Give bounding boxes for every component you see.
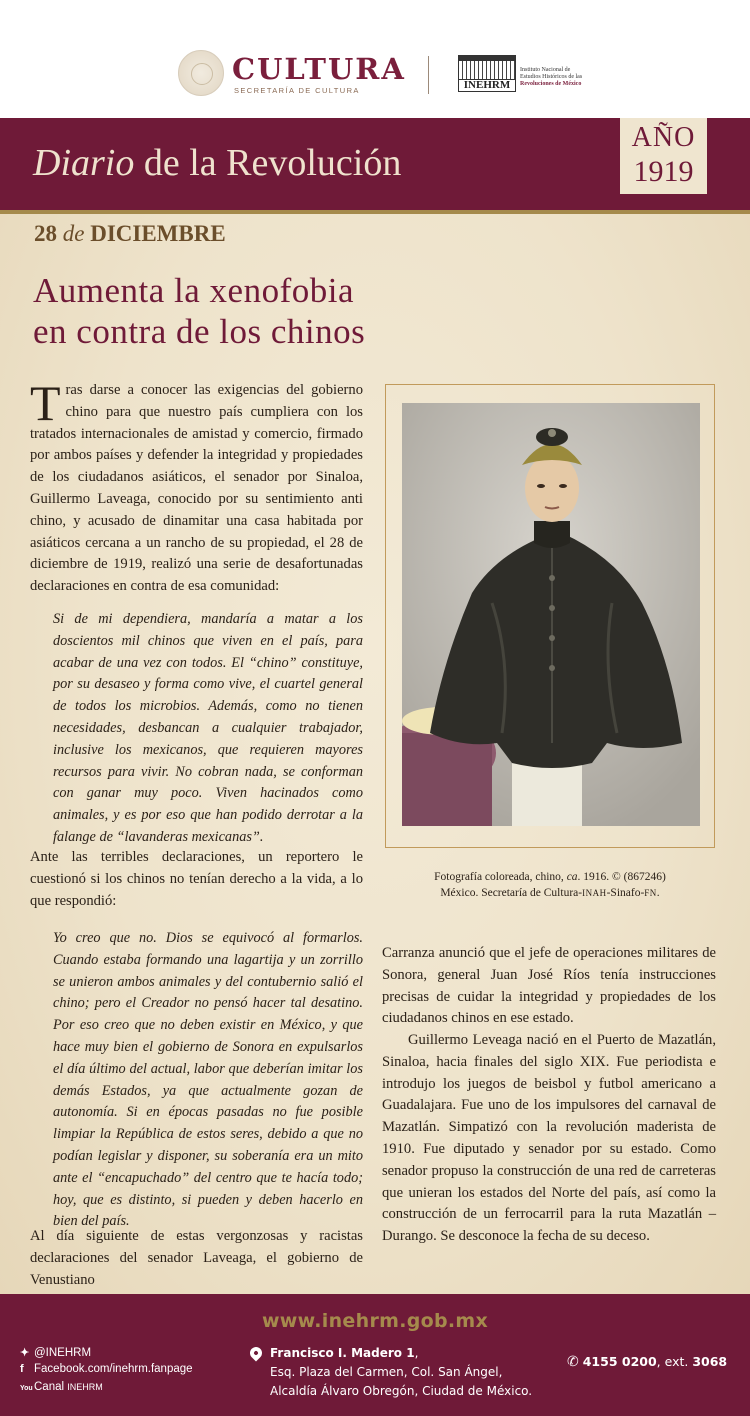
cultura-subtitle: SECRETARÍA DE CULTURA <box>234 86 360 95</box>
article-headline <box>33 270 573 352</box>
address-line-2: Esq. Plaza del Carmen, Col. San Ángel, <box>270 1365 503 1379</box>
facebook-icon: f <box>20 1363 24 1375</box>
inehrm-description <box>520 67 582 88</box>
quote-block-2: Yo creo que no. Dios se equivocó al formarlos. Cuando estaba formando una lagartija y un zorrillo se unieron ambos animales y del contubernio salió el chino; pero el Creador no pensó hacer tal desatino. Por eso creo que no deben existir en México, y que hace muy bien el gobierno de Sonora en expulsarlos el día último del actual, labor que deberían imitar los demás Estados, ya que actualmente gozan de autonomía. Si en épocas pasadas no fue posible limpiar la República de estos seres, debido a que no podían legislar y disponer, su soberanía era un mito ante el “encapuchado” del centro que te hacía todo; hoy, que es distinto, si pueden y deben hacerlo en bien del país. <box>53 930 363 1230</box>
photo-caption <box>385 869 715 901</box>
publication-title-rest: de la Revolución <box>134 142 402 184</box>
youtube-icon: You <box>20 1385 33 1392</box>
caption-2c: -Sinafo- <box>606 887 645 899</box>
facebook-url: Facebook.com/inehrm.fanpage <box>34 1363 193 1375</box>
date-de: de <box>57 221 91 246</box>
dropcap-letter: T <box>30 375 61 431</box>
inehrm-desc-line-3: Revoluciones de México <box>520 81 582 87</box>
paragraph-question: Ante las terribles declaraciones, un reportero le cuestionó si los chinos no tenían derecho a la vida, a lo que respondió: <box>30 849 363 909</box>
phone-ext-label: , ext. <box>656 1354 693 1369</box>
phone-extension: 3068 <box>692 1354 728 1369</box>
publication-title-italic: Diario <box>33 142 135 184</box>
date-month: DICIEMBRE <box>90 221 226 246</box>
facebook-link[interactable] <box>20 1363 193 1375</box>
logo-divider <box>428 56 429 94</box>
publication-title <box>33 141 401 185</box>
address-line-3: Alcaldía Álvaro Obregón, Ciudad de México. <box>270 1384 533 1398</box>
caption-line-2 <box>385 885 715 901</box>
caption-1c: . 1916. © (867246) <box>577 871 666 883</box>
caption-2e: . <box>656 887 660 899</box>
phone-icon: ✆ <box>567 1354 579 1370</box>
year-label: AÑO <box>631 122 696 153</box>
caption-1a: Fotografía coloreada, chino, <box>434 871 567 883</box>
headline-line-2: en contra de los chinos <box>33 312 366 351</box>
headline-line-1: Aumenta la xenofobia <box>33 271 355 310</box>
caption-line-1 <box>385 869 715 885</box>
paragraph-biography <box>382 1030 716 1248</box>
inehrm-building-icon <box>458 60 516 80</box>
paragraph-intro-text: ras darse a conocer las exigencias del gobierno chino para que nuestro país cumpliera con los tratados internacionales de amistad y comercio, firmado por ambos países y defender la integridad y propiedades de los ciudadanos asiáticos, el senador por Sinaloa, Guillermo Laveaga, conocido por su sentimiento anti chino, y acusado de dinamitar una casa habitada por asiáticos cercana a un rancho de su propiedad, el 28 de diciembre de 1919, realizó una serie de desafortunadas declaraciones en contra de esa comunidad: <box>30 382 363 595</box>
seal-icon <box>178 50 224 96</box>
caption-2b: INAH <box>582 888 607 898</box>
phone-number[interactable]: 4155 0200 <box>582 1354 657 1369</box>
article-date <box>34 221 226 247</box>
date-day: 28 <box>34 221 57 246</box>
youtube-channel: INEHRM <box>67 1382 103 1392</box>
website-link[interactable]: www.inehrm.gob.mx <box>261 1310 489 1332</box>
archival-photograph <box>402 403 700 826</box>
year-box <box>620 118 707 194</box>
youtube-label: Canal <box>34 1381 68 1393</box>
caption-1b: ca <box>566 871 578 883</box>
quote-block-1: Si de mi dependiera, mandaría a matar a los doscientos mil chinos que viven en el país, para acabar de una vez con todos. El “chino” constituye, por su desaseo y forma como vive, el cuartel general de todos los microbios. Además, como no tienen necesidades, desbancan a cualquier trabajador, inclusive los mexicanos, que requieren mayores recursos para vivir. No cobran nada, se conforman con ganar muy poco. Viven hacinados como animales, y es por eso que han podido derrotar a la falange de “lavanderas mexicanas”. <box>53 611 363 845</box>
caption-2a: México. Secretaría de Cultura- <box>440 887 583 899</box>
inehrm-logo-text: INEHRM <box>458 79 516 92</box>
cultura-logo: CULTURA <box>232 52 406 86</box>
twitter-handle: @INEHRM <box>34 1347 92 1359</box>
address-block <box>270 1344 532 1401</box>
inehrm-desc-line-2: Estudios Históricos de las <box>520 74 583 80</box>
address-street: Francisco I. Madero 1 <box>270 1346 415 1360</box>
paragraph-carranza: Carranza anunció que el jefe de operaciones militares de Sonora, general Juan José Ríos tenía instrucciones precisas de cuidar la integridad y propiedades de los ciudadanos chinos en ese estado. <box>382 945 716 1027</box>
twitter-icon: ✦ <box>20 1347 30 1359</box>
paragraph-following-day: Al día siguiente de estas vergonzosas y racistas declaraciones del senador Laveaga, el gobierno de Venustiano <box>30 1228 363 1288</box>
portrait-illustration <box>402 403 700 826</box>
address-comma: , <box>414 1346 419 1360</box>
phone-info <box>567 1354 727 1370</box>
caption-2d: FN <box>644 888 657 898</box>
year-value: 1919 <box>633 155 694 188</box>
inehrm-desc-line-1: Instituto Nacional de <box>520 67 571 73</box>
paragraph-intro <box>30 375 363 598</box>
youtube-link[interactable] <box>20 1381 103 1393</box>
paragraph-biography-text: Guillermo Leveaga nació en el Puerto de Mazatlán, Sinaloa, hacia finales del siglo XIX. Fue periodista e introdujo los juegos de beisbol y futbol americano a Guadalajara. Fue uno de los impulsores del carnaval de Mazatlán. Simpatizó con la revolución maderista de 1910. Fue diputado y senador por su estado. Como senador propuso la construcción de una red de carreteras que unieran los estados del Norte del país, así como la construcción de un ferrocarril para la ruta Mazatlán – Durango. Se desconoce la fecha de su deceso. <box>382 1032 716 1245</box>
twitter-link[interactable] <box>20 1346 91 1359</box>
